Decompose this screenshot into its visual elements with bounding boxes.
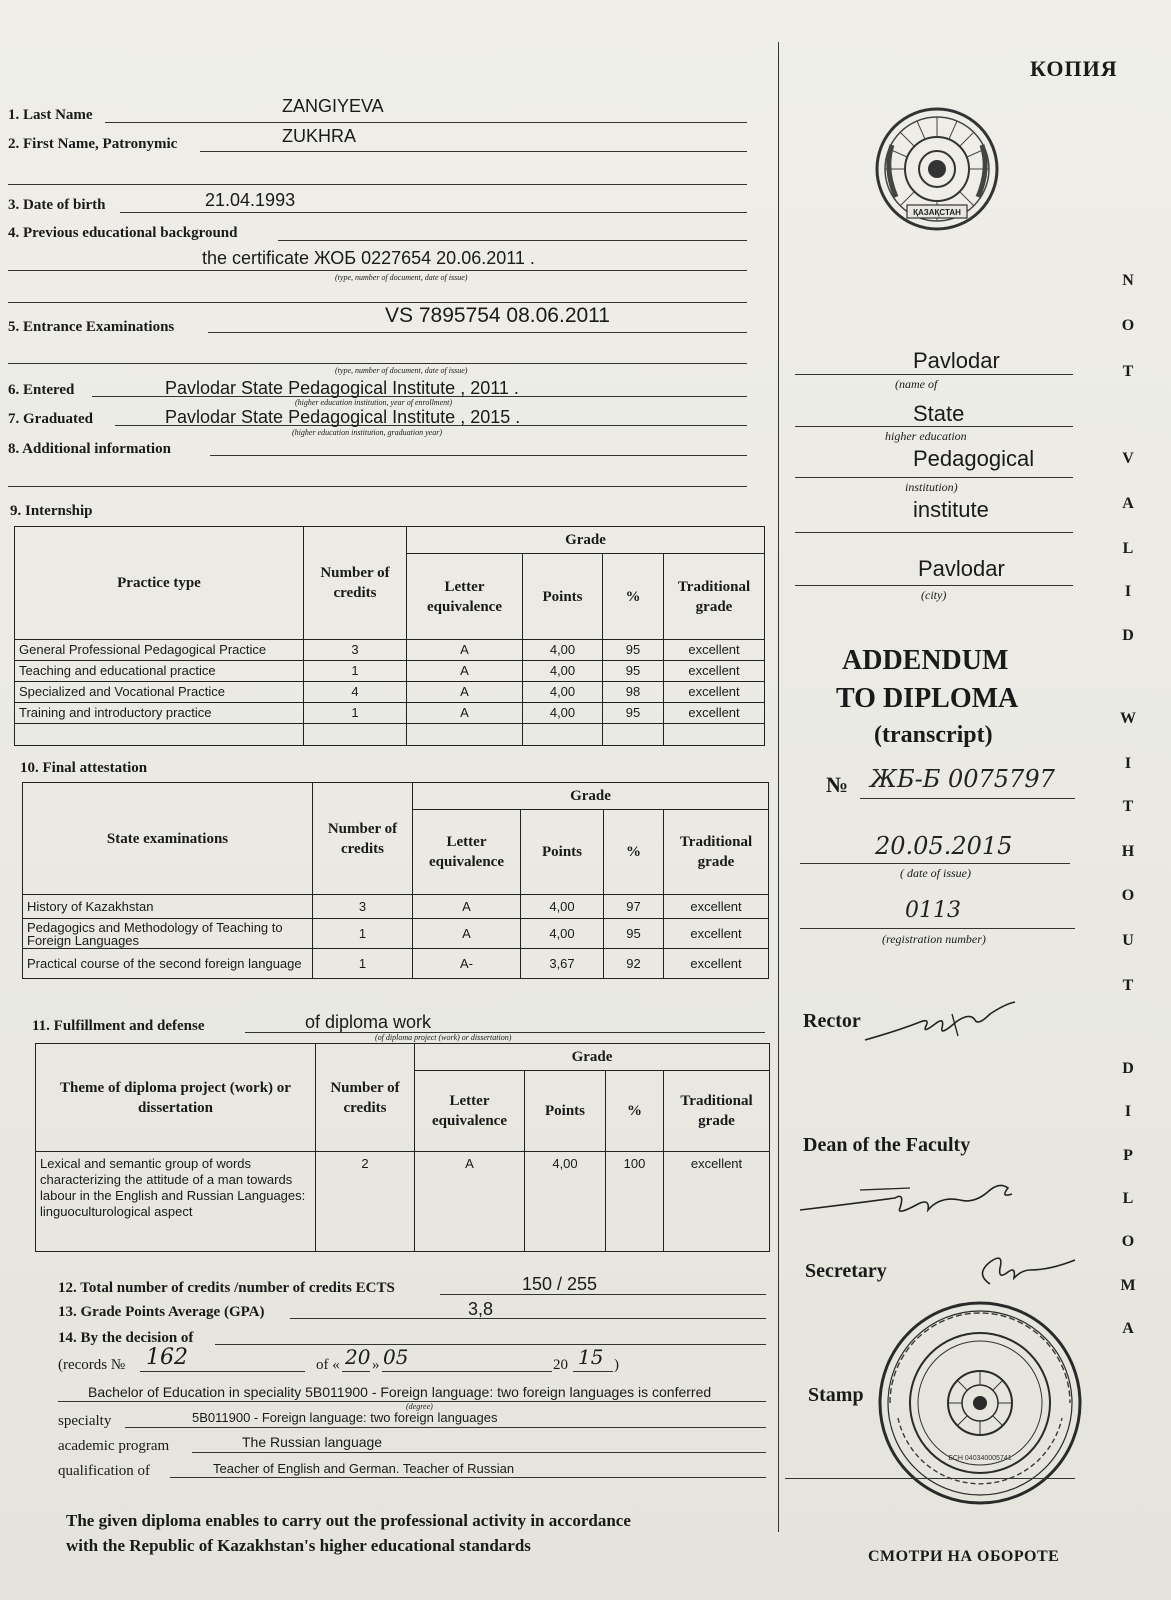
qualification-value: Teacher of English and German. Teacher of Russian <box>213 1461 515 1476</box>
see-reverse-text: СМОТРИ НА ОБОРОТЕ <box>868 1548 1060 1565</box>
defense-title: 11. Fulfillment and defense <box>32 1018 205 1034</box>
institution-line-4: institute <box>913 497 989 522</box>
copy-stamp-text: КОПИЯ <box>1030 56 1118 81</box>
total-credits-value: 150 / 255 <box>522 1274 598 1294</box>
records-day: 20 <box>345 1345 371 1369</box>
entrance-hint: (type, number of document, date of issue) <box>335 366 468 375</box>
internship-col-traditional: Traditional grade <box>664 554 765 640</box>
secretary-label: Secretary <box>805 1260 887 1282</box>
institution-hint-3: institution) <box>905 480 958 494</box>
conferred-text: Bachelor of Education in speciality 5B011900 - Foreign language: two foreign languages is conferred <box>88 1384 712 1400</box>
table-row <box>15 724 765 746</box>
entered-hint: (higher education institution, year of enrollment) <box>295 398 453 407</box>
footer-line-2: with the Republic of Kazakhstan's higher educational standards <box>66 1536 531 1555</box>
registration-number-hint: (registration number) <box>882 932 986 946</box>
official-seal-icon <box>870 1298 1090 1508</box>
total-credits-label: 12. Total number of credits /number of credits ECTS <box>58 1280 395 1296</box>
institution-hint-2: higher education <box>885 429 967 443</box>
final-col-credits: Number of credits <box>313 783 413 895</box>
internship-col-credits: Number of credits <box>304 527 407 640</box>
diploma-number-value: ЖБ-Б 0075797 <box>870 765 1055 793</box>
column-divider <box>778 42 779 1532</box>
internship-col-letter: Letter equivalence <box>407 554 523 640</box>
dob-value: 21.04.1993 <box>205 190 296 210</box>
gpa-value: 3,8 <box>468 1299 494 1319</box>
date-of-issue-hint: ( date of issue) <box>900 866 971 880</box>
defense-col-grade: Grade <box>415 1044 770 1071</box>
first-name-label: 2. First Name, Patronymic <box>8 136 178 152</box>
graduated-hint: (higher education institution, graduation year) <box>292 428 442 437</box>
entered-label: 6. Entered <box>8 382 75 398</box>
defense-col-points: Points <box>525 1071 606 1152</box>
additional-label: 8. Additional information <box>8 441 171 457</box>
defense-col-theme: Theme of diploma project (work) or dissertation <box>36 1044 316 1152</box>
secretary-signature-icon <box>970 1250 1080 1290</box>
records-close: ) <box>614 1357 619 1373</box>
defense-col-traditional: Traditional grade <box>664 1071 770 1152</box>
records-year-prefix: 20 <box>553 1357 568 1373</box>
kazakhstan-emblem-icon <box>862 105 1012 233</box>
diploma-transcript-page: 1. Last Name ZANGIYEVA 2. First Name, Patronymic ZUKHRA 3. Date of birth 21.04.1993 4. Previous educational background the certificate ЖОБ 0227654 20.06.2011 . (type, number of document, date of issue) 5. Entrance Examinations VS 7895754 08.06.2011 (type, number of document, date of issue) 6. Entered Pavlodar State Pedagogical Institute , 2011 . (higher education institution, year of enrollment) 7. Graduated Pavlodar State Pedagogical Institute , 2015 . (higher education institution, graduation year) 8. Additional information 9. Internship Practice type Number of credits Grade Letter equivalence Points % Traditional grade General Professional Pedagogical Practice 3 A 4,00 95 excellent Teaching and educational practice 1 A 4,00 95 excellent Specialized and Vocational Practice 4 A 4,00 98 excellent Training and introductory practice 1 A 4,00 95 excellent 10. Final attestation State examinations Number of credits Grade Letter equivalence Points % Traditional grade History of Kazakhstan 3 A 4,00 97 excellent Pedagogics and Methodology of Teaching to Foreign Languages 1 A 4,00 95 excellent Practical course of the second foreign language 1 A- 3,67 92 excellent 11. Fulfillment and defense of diploma work (of diploma project (work) or dissertation) Theme of diploma project (work) or dissertation Number of credits Grade Letter equivalence Points % Traditional grade Lexical and semantic group of words characterizing the attitude of a man towards labour in the English and Russian Languages: linguoculturological aspect 2 A 4,00 100 excellent 12. Total number of credits /number of credits ECTS 150 / 255 13. Grade Points Average (GPA) 3,8 14. By the decision of (records № 162 of « 20 » 05 20 15 ) Bachelor of Education in speciality 5B011900 - Foreign language: two foreign languages is conferred (degree) specialty 5B011900 - Foreign language: two foreign languages academic program The Russian language qualification of Teacher of English and German. Teacher of Russian The given diploma enables to carry out the professional activity in accordance with the Republic of Kazakhstan's higher educational standards КОПИЯ ҚАЗАҚСТАН Pavlodar (name of State higher education Pedagogical institution) institute Pavlodar (city) ADDENDUM TO DIPLOMA (transcript) № ЖБ-Б 0075797 20.05.2015 ( date of issue) 0113 (registration number) Rector Dean of the Faculty Secretary Stamp БСН 040340005741 СМОТРИ НА ОБОРОТЕ N O T V A L I D W I T H O U T D I P L O M A <box>0 0 1171 1600</box>
table-row: General Professional Pedagogical Practice 3 A 4,00 95 excellent <box>15 640 765 661</box>
date-of-issue-value: 20.05.2015 <box>875 832 1013 860</box>
city-value: Pavlodar <box>918 556 1005 581</box>
prev-edu-value: the certificate ЖОБ 0227654 20.06.2011 . <box>202 248 535 268</box>
gpa-label: 13. Grade Points Average (GPA) <box>58 1304 265 1320</box>
institution-line-2: State <box>913 401 965 426</box>
dob-label: 3. Date of birth <box>8 197 106 213</box>
internship-col-grade: Grade <box>407 527 765 554</box>
table-row: Pedagogics and Methodology of Teaching to Foreign Languages 1 A 4,00 95 excellent <box>23 919 769 949</box>
defense-col-credits: Number of credits <box>316 1044 415 1152</box>
footer-line-1: The given diploma enables to carry out the professional activity in accordance <box>66 1511 631 1530</box>
internship-col-practice: Practice type <box>15 527 304 640</box>
final-col-percent: % <box>604 810 664 895</box>
institution-line-1: Pavlodar <box>913 348 1000 373</box>
final-title: 10. Final attestation <box>20 760 148 776</box>
final-col-points: Points <box>521 810 604 895</box>
records-mid: » <box>372 1357 380 1373</box>
final-col-exams: State examinations <box>23 783 313 895</box>
specialty-label: specialty <box>58 1413 112 1429</box>
institution-hint-1: (name of <box>895 377 938 391</box>
prev-edu-label: 4. Previous educational background <box>8 225 238 241</box>
final-col-traditional: Traditional grade <box>664 810 769 895</box>
defense-hint: (of diploma project (work) or dissertation) <box>375 1033 512 1042</box>
records-value: 162 <box>146 1345 188 1370</box>
records-of: of « <box>316 1357 340 1373</box>
specialty-value: 5B011900 - Foreign language: two foreign languages <box>192 1410 498 1425</box>
internship-col-points: Points <box>523 554 603 640</box>
institution-line-3: Pedagogical <box>913 446 1035 471</box>
city-hint: (city) <box>921 588 947 602</box>
final-table <box>22 782 769 979</box>
internship-title: 9. Internship <box>10 503 93 519</box>
registration-number-value: 0113 <box>905 898 961 923</box>
stamp-label: Stamp <box>808 1384 864 1406</box>
last-name-value: ZANGIYEVA <box>282 96 384 116</box>
prev-edu-hint: (type, number of document, date of issue) <box>335 273 468 282</box>
table-row: Teaching and educational practice 1 A 4,00 95 excellent <box>15 661 765 682</box>
entrance-label: 5. Entrance Examinations <box>8 319 175 335</box>
program-value: The Russian language <box>242 1434 383 1450</box>
addendum-title-2: TO DIPLOMA <box>836 683 1019 714</box>
records-month: 05 <box>383 1345 409 1369</box>
addendum-title-3: (transcript) <box>874 722 993 748</box>
final-col-grade: Grade <box>413 783 769 810</box>
table-row: Practical course of the second foreign language 1 A- 3,67 92 excellent <box>23 949 769 979</box>
internship-col-percent: % <box>603 554 664 640</box>
table-row: Lexical and semantic group of words characterizing the attitude of a man towards labour in the English and Russian Languages: linguoculturological aspect 2 A 4,00 100 excellent <box>36 1152 770 1252</box>
defense-table <box>35 1043 770 1252</box>
decision-label: 14. By the decision of <box>58 1330 194 1346</box>
diploma-number-prefix: № <box>826 772 849 797</box>
rector-label: Rector <box>803 1010 861 1032</box>
addendum-title-1: ADDENDUM <box>842 645 1009 676</box>
emblem-text: ҚАЗАҚСТАН <box>913 208 961 217</box>
final-col-letter: Letter equivalence <box>413 810 521 895</box>
records-label: (records № <box>58 1357 126 1373</box>
qualification-label: qualification of <box>58 1463 151 1479</box>
defense-col-letter: Letter equivalence <box>415 1071 525 1152</box>
last-name-label: 1. Last Name <box>8 107 93 123</box>
defense-value: of diploma work <box>305 1012 432 1032</box>
entered-value: Pavlodar State Pedagogical Institute , 2011 . <box>165 378 519 398</box>
entrance-value: VS 7895754 08.06.2011 <box>385 304 610 327</box>
first-name-value: ZUKHRA <box>282 126 357 146</box>
defense-col-percent: % <box>606 1071 664 1152</box>
graduated-label: 7. Graduated <box>8 411 94 427</box>
records-year: 15 <box>578 1345 604 1369</box>
internship-table <box>14 526 765 746</box>
graduated-value: Pavlodar State Pedagogical Institute , 2015 . <box>165 407 521 427</box>
degree-hint: (degree) <box>406 1402 433 1411</box>
dean-label: Dean of the Faculty <box>803 1134 971 1156</box>
table-row: History of Kazakhstan 3 A 4,00 97 excellent <box>23 895 769 919</box>
dean-signature-icon <box>800 1178 1020 1218</box>
table-row: Specialized and Vocational Practice 4 A 4,00 98 excellent <box>15 682 765 703</box>
program-label: academic program <box>58 1438 170 1454</box>
table-row: Training and introductory practice 1 A 4,00 95 excellent <box>15 703 765 724</box>
rector-signature-icon <box>860 1000 1020 1050</box>
stamp-code-text: БСН 040340005741 <box>948 1455 1012 1462</box>
